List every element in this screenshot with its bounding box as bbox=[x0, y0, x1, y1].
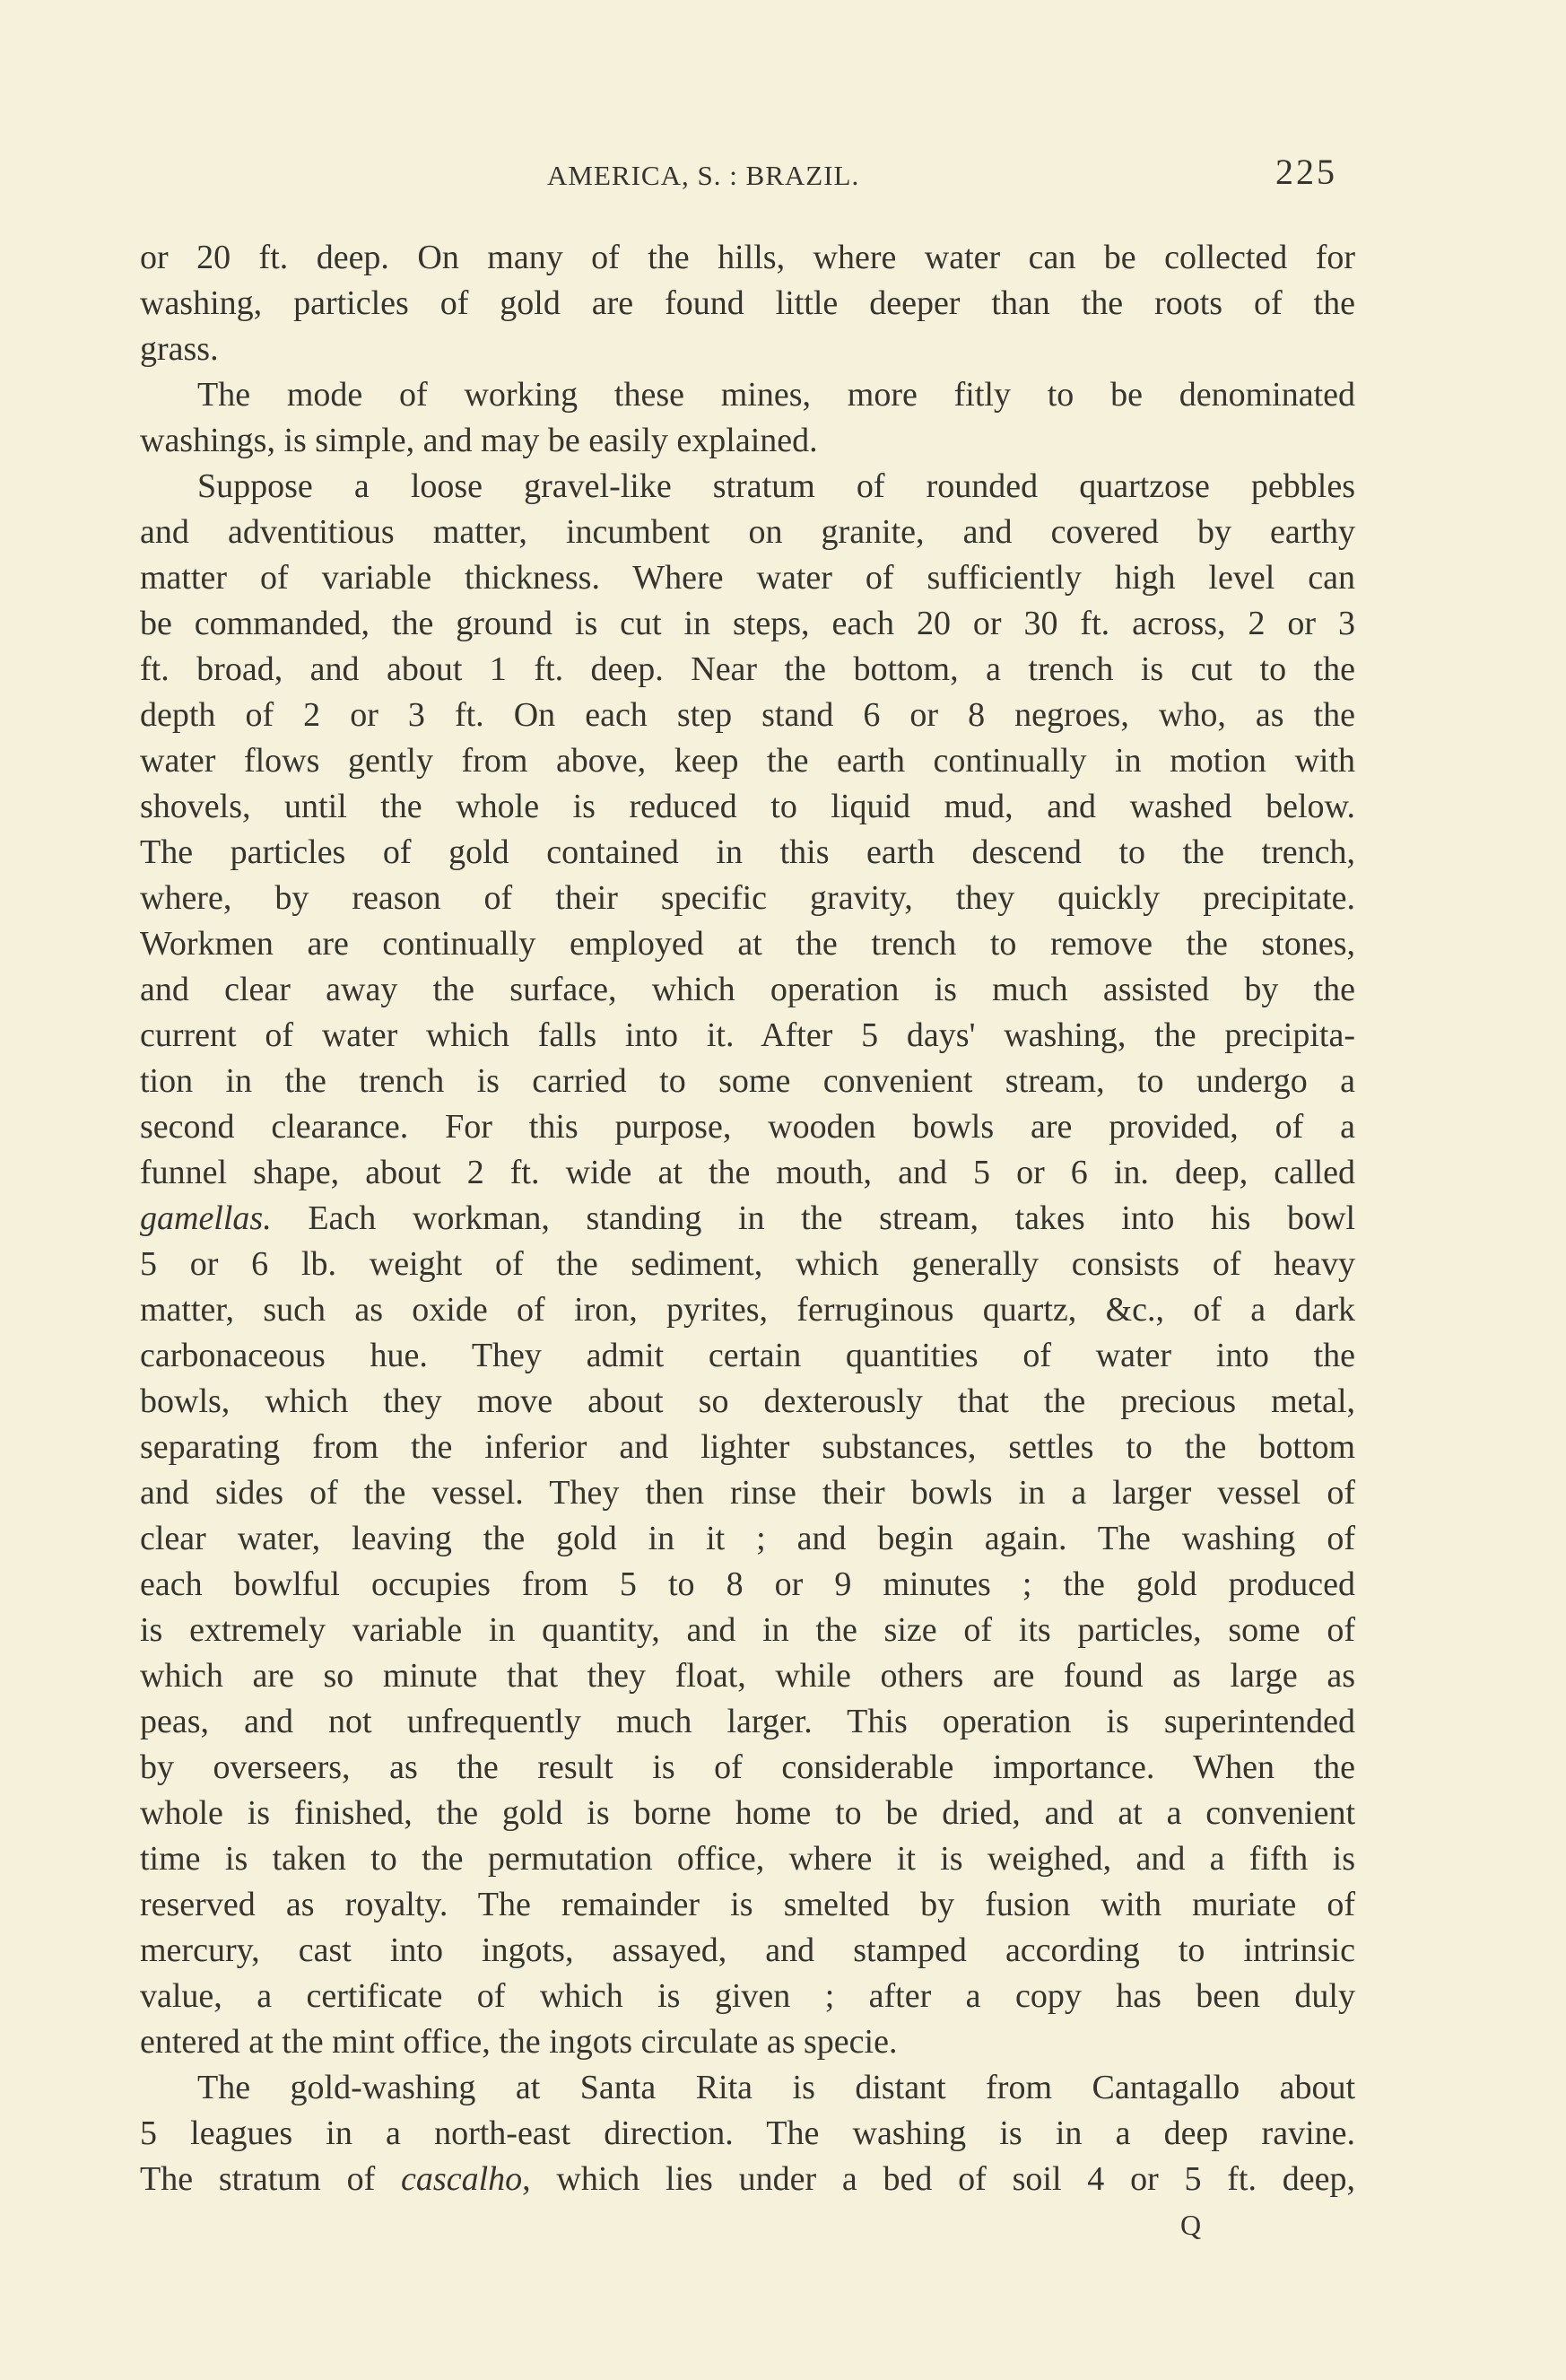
text-line: The particles of gold contained in this earth descend to the trench, bbox=[140, 833, 1355, 871]
text-line: time is taken to the permutation office, where it is weighed, and a fifth is bbox=[140, 1840, 1355, 1878]
text-line: The gold-washing at Santa Rita is distant from Cantagallo about bbox=[197, 2069, 1355, 2106]
signature-mark: Q bbox=[1180, 2209, 1202, 2241]
text-line: be commanded, the ground is cut in steps, each 20 or 30 ft. across, 2 or 3 bbox=[140, 605, 1355, 642]
text-line: matter, such as oxide of iron, pyrites, ferruginous quartz, &c., of a dark bbox=[140, 1291, 1355, 1329]
text-span: , which lies under a bed of soil 4 or 5 ft. deep, bbox=[522, 2160, 1355, 2198]
text-line: entered at the mint office, the ingots circulate as specie. bbox=[140, 2023, 898, 2061]
text-line: funnel shape, about 2 ft. wide at the mouth, and 5 or 6 in. deep, called bbox=[140, 1154, 1355, 1191]
text-line: shovels, until the whole is reduced to liquid mud, and washed below. bbox=[140, 788, 1355, 825]
text-line: value, a certificate of which is given ; after a copy has been duly bbox=[140, 1977, 1355, 2015]
text-line: 5 leagues in a north-east direction. The washing is in a deep ravine. bbox=[140, 2114, 1355, 2152]
text-line bbox=[140, 1196, 1355, 1242]
text-line: carbonaceous hue. They admit certain quantities of water into the bbox=[140, 1337, 1355, 1374]
text-line: Workmen are continually employed at the trench to remove the stones, bbox=[140, 925, 1355, 963]
text-line: bowls, which they move about so dexterously that the precious metal, bbox=[140, 1382, 1355, 1420]
text-line: which are so minute that they float, while others are found as large as bbox=[140, 1657, 1355, 1695]
page-number: 225 bbox=[1275, 152, 1337, 192]
running-head: AMERICA, S. : BRAZIL. bbox=[547, 160, 860, 191]
text-line: peas, and not unfrequently much larger. This operation is superintended bbox=[140, 1703, 1355, 1740]
text-line: washings, is simple, and may be easily explained. bbox=[140, 422, 818, 459]
text-line: and sides of the vessel. They then rinse their bowls in a larger vessel of bbox=[140, 1474, 1355, 1512]
text-line: Suppose a loose gravel-like stratum of rounded quartzose pebbles bbox=[197, 467, 1355, 505]
text-line: water flows gently from above, keep the earth continually in motion with bbox=[140, 742, 1355, 780]
text-line: where, by reason of their specific gravity, they quickly precipitate. bbox=[140, 879, 1355, 917]
text-line: separating from the inferior and lighter substances, settles to the bottom bbox=[140, 1428, 1355, 1466]
text-line: current of water which falls into it. After 5 days' washing, the precipita- bbox=[140, 1016, 1355, 1054]
text-line: grass. bbox=[140, 330, 219, 368]
text-line: depth of 2 or 3 ft. On each step stand 6 or 8 negroes, who, as the bbox=[140, 696, 1355, 734]
text-line: reserved as royalty. The remainder is smelted by fusion with muriate of bbox=[140, 1886, 1355, 1923]
text-line: and adventitious matter, incumbent on granite, and covered by earthy bbox=[140, 513, 1355, 551]
text-span: The stratum of bbox=[140, 2160, 402, 2198]
text-line: whole is finished, the gold is borne home to be dried, and at a convenient bbox=[140, 1794, 1355, 1832]
text-line: by overseers, as the result is of considerable importance. When the bbox=[140, 1748, 1355, 1786]
text-line bbox=[140, 2157, 1355, 2202]
text-line: The mode of working these mines, more fitly to be denominated bbox=[197, 376, 1355, 414]
text-line: 5 or 6 lb. weight of the sediment, which generally consists of heavy bbox=[140, 1245, 1355, 1283]
text-line: washing, particles of gold are found little deeper than the roots of the bbox=[140, 284, 1355, 322]
italic-term: cascalho bbox=[401, 2160, 523, 2198]
text-line: and clear away the surface, which operation is much assisted by the bbox=[140, 971, 1355, 1008]
text-line: mercury, cast into ingots, assayed, and stamped according to intrinsic bbox=[140, 1931, 1355, 1969]
body-text bbox=[140, 235, 1355, 2202]
text-line: each bowlful occupies from 5 to 8 or 9 minutes ; the gold produced bbox=[140, 1565, 1355, 1603]
text-span: Each workman, standing in the stream, takes into his bowl bbox=[271, 1199, 1355, 1237]
italic-term: gamellas. bbox=[140, 1199, 272, 1237]
text-line: clear water, leaving the gold in it ; and begin again. The washing of bbox=[140, 1520, 1355, 1557]
text-line: matter of variable thickness. Where water of sufficiently high level can bbox=[140, 559, 1355, 597]
text-line: or 20 ft. deep. On many of the hills, where water can be collected for bbox=[140, 239, 1355, 276]
text-line: second clearance. For this purpose, wooden bowls are provided, of a bbox=[140, 1108, 1355, 1146]
text-line: is extremely variable in quantity, and in the size of its particles, some of bbox=[140, 1611, 1355, 1649]
text-line: ft. broad, and about 1 ft. deep. Near the bottom, a trench is cut to the bbox=[140, 650, 1355, 688]
text-line: tion in the trench is carried to some convenient stream, to undergo a bbox=[140, 1062, 1355, 1100]
